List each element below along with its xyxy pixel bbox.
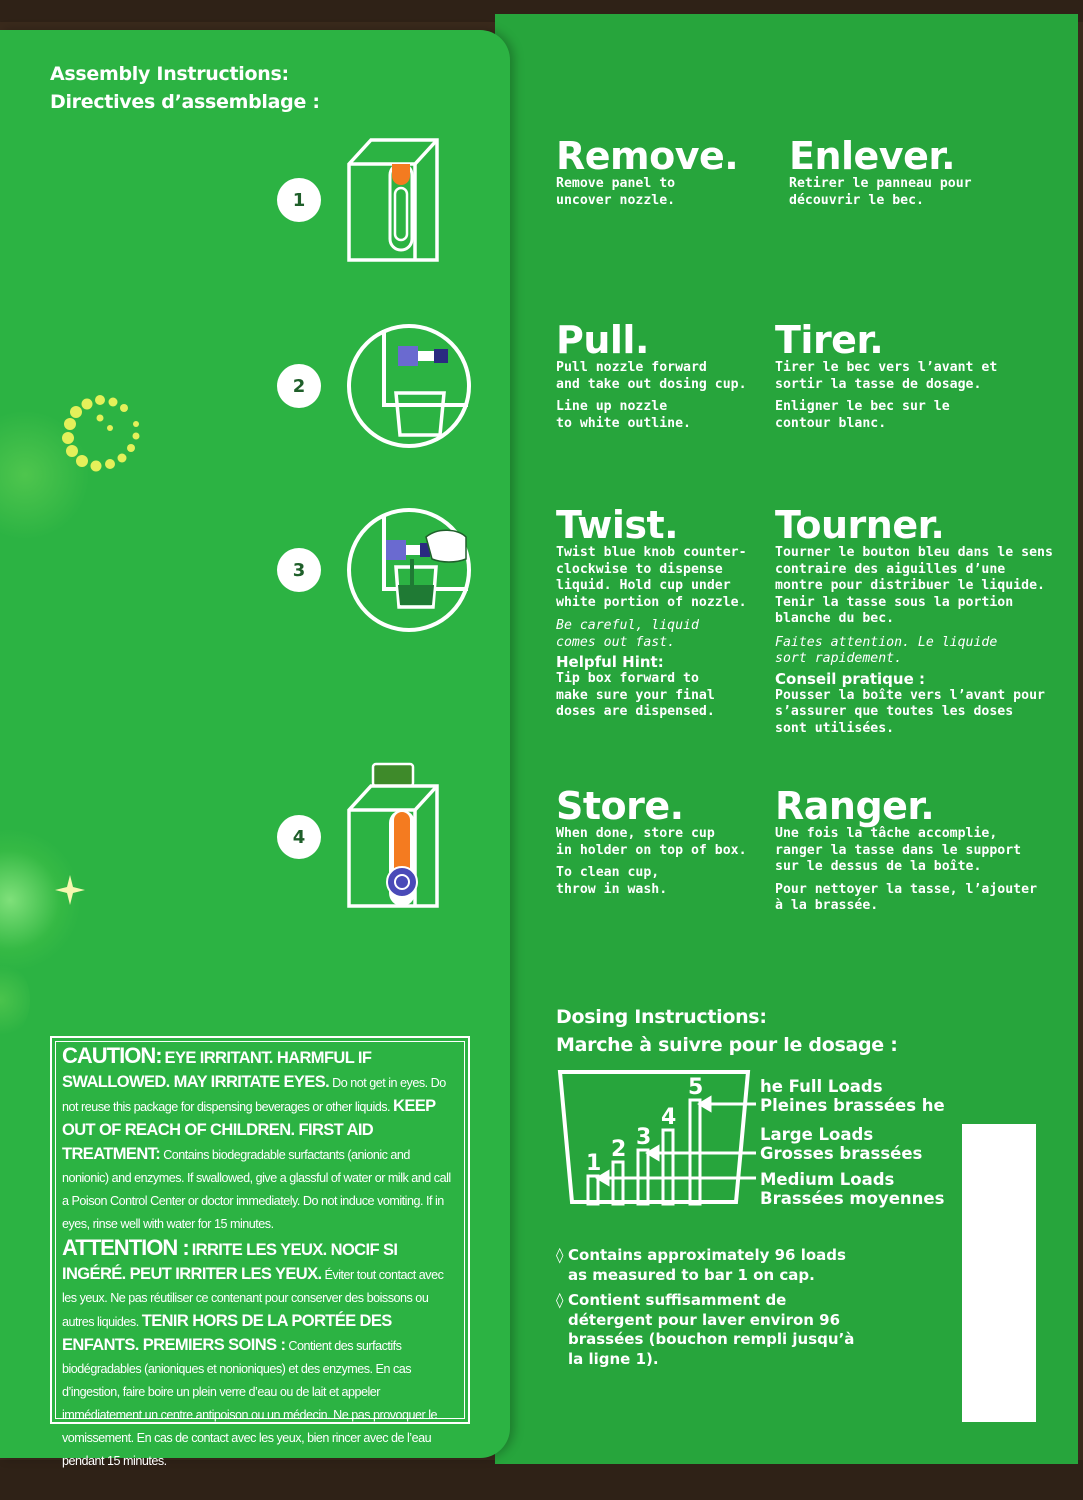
store-title-en: Store.	[556, 784, 684, 828]
hint-text-fr	[775, 688, 1053, 738]
pull-title-en: Pull.	[556, 318, 649, 362]
text-line: doses are dispensed.	[556, 704, 715, 719]
text-line: white portion of nozzle.	[556, 594, 747, 610]
note-item-en	[556, 1246, 866, 1285]
legend-text-fr: Pleines brassées he	[760, 1096, 945, 1115]
blank-white-label	[962, 1124, 1036, 1422]
step-number-1: 1	[277, 178, 321, 222]
twist-title-fr: Tourner.	[775, 503, 945, 547]
dosing-cup-diagram	[550, 1062, 760, 1212]
level-bar	[588, 1176, 598, 1204]
legend-text-fr: Brassées moyennes	[760, 1189, 945, 1208]
text-line: sont utilisées.	[775, 720, 895, 736]
caution-text: Éviter tout contact avec les yeux. Ne pas réutiliser ce contenant pour conserver des boissons ou autres liquides.	[62, 1268, 444, 1329]
level-label: 1	[586, 1151, 602, 1176]
caution-strong-text: KEEP OUT OF REACH OF CHILDREN. FIRST AID TREATMENT:	[62, 1097, 436, 1163]
store-title-fr: Ranger.	[775, 784, 935, 828]
text-line: sortir la tasse de dosage.	[775, 376, 982, 392]
step-number-3: 3	[277, 548, 321, 592]
text-line: Twist blue knob counter-	[556, 545, 747, 560]
decorative-glow	[0, 960, 30, 1040]
pull-text-fr	[775, 360, 997, 432]
text-line: blanche du bec.	[775, 611, 895, 626]
text-line: make sure your final	[556, 687, 715, 703]
hint-title-fr: Conseil pratique :	[775, 669, 925, 688]
text-line: Tirer le bec vers l’avant et	[775, 360, 998, 375]
legend-full-loads	[760, 1077, 945, 1115]
pull-title-fr: Tirer.	[775, 318, 884, 362]
dosing-notes	[556, 1246, 866, 1375]
legend-text-en: Large Loads	[760, 1125, 874, 1144]
level-label: 4	[661, 1105, 677, 1130]
text-line: Tip box forward to	[556, 671, 699, 686]
twist-block-fr	[775, 505, 1053, 737]
text-line: contour blanc.	[775, 415, 887, 431]
sparkle-icon	[55, 875, 85, 905]
caution-strong-text: IRRITE LES YEUX. NOCIF SI INGÉRÉ. PEUT IRRITER LES YEUX.	[62, 1241, 398, 1283]
hint-text-en	[556, 671, 747, 721]
store-block-fr	[775, 786, 1037, 915]
store-text-fr	[775, 826, 1037, 915]
step-number-4: 4	[277, 815, 321, 859]
pull-nozzle-icon	[346, 323, 472, 449]
text-line: sort rapidement.	[775, 651, 903, 666]
level-label: 3	[636, 1125, 652, 1150]
text-line: Pull nozzle forward	[556, 360, 707, 375]
text-line: Une fois la tâche accomplie,	[775, 826, 998, 841]
legend-large-loads	[760, 1125, 922, 1163]
text-line: Faites attention. Le liquide	[775, 634, 998, 650]
level-label: 2	[611, 1137, 627, 1162]
text-line: to white outline.	[556, 415, 691, 431]
caution-text: Contient des surfactifs biodégradables (anioniques et nonioniques) et des enzymes. En cas d’ingestion, faire boire un plein verre d’eau ou de lait et appeler immédiatement un centre antipoison ou un médecin. Ne pas provoquer le vomissement. En cas de contact avec les yeux, bien rincer avec de l’eau pendant 15 minutes.	[62, 1339, 438, 1468]
legend-text-en: he Full Loads	[760, 1077, 883, 1096]
remove-text-en	[556, 176, 738, 209]
pull-block-en	[556, 320, 747, 432]
assembly-heading	[50, 60, 320, 116]
stored-box-icon	[345, 760, 441, 912]
legend-text-fr: Grosses brassées	[760, 1144, 923, 1163]
box-nozzle-icon	[345, 136, 441, 266]
dosing-heading	[556, 1003, 898, 1059]
text-line: clockwise to dispense	[556, 561, 723, 577]
diamond-bullet-icon: ◊	[556, 1246, 564, 1264]
store-text-en	[556, 826, 747, 898]
text-line: Be careful, liquid	[556, 618, 699, 633]
caution-heading-fr: ATTENTION :	[62, 1235, 189, 1260]
dosing-title-fr: Marche à suivre pour le dosage :	[556, 1034, 898, 1056]
text-line: découvrir le bec.	[789, 192, 924, 208]
caution-warning-box	[50, 1036, 470, 1468]
legend-text-en: Medium Loads	[760, 1170, 895, 1189]
remove-title-en: Remove.	[556, 134, 739, 178]
text-line: throw in wash.	[556, 881, 668, 897]
caution-heading-en: CAUTION:	[62, 1043, 162, 1068]
caution-strong-text: TENIR HORS DE LA PORTÉE DES ENFANTS. PREMIERS SOINS :	[62, 1312, 392, 1354]
dosing-title-en: Dosing Instructions:	[556, 1006, 767, 1028]
text-line: in holder on top of box.	[556, 842, 747, 858]
diamond-bullet-icon: ◊	[556, 1291, 564, 1309]
remove-title-fr: Enlever.	[789, 134, 956, 178]
twist-title-en: Twist.	[556, 503, 679, 547]
text-line: liquid. Hold cup under	[556, 578, 731, 593]
assembly-title-fr: Directives d’assemblage :	[50, 91, 320, 113]
text-line: Remove panel to	[556, 176, 676, 191]
store-block-en	[556, 786, 747, 898]
twist-dispense-icon	[346, 507, 472, 633]
text-line: sur le dessus de la boîte.	[775, 859, 982, 874]
text-line: Line up nozzle	[556, 399, 668, 414]
twist-text-en	[556, 545, 747, 651]
note-text: Contient suffisamment de détergent pour laver environ 96 brassées (bouchon rempli jusqu’à la ligne 1).	[568, 1291, 855, 1368]
caution-text: Do not get in eyes. Do not reuse this package for dispensing beverages or other liquids.	[62, 1076, 446, 1114]
step-number-2: 2	[277, 364, 321, 408]
legend-medium-loads	[760, 1170, 944, 1208]
text-line: To clean cup,	[556, 865, 660, 880]
text-line: Pousser la boîte vers l’avant pour	[775, 687, 1045, 703]
text-line: Enligner le bec sur le	[775, 399, 950, 414]
text-line: s’assurer que toutes les doses	[775, 704, 1014, 719]
text-line: à la brassée.	[775, 898, 879, 913]
level-label: 5	[688, 1075, 704, 1100]
dotted-swirl-icon	[40, 388, 150, 483]
assembly-title-en: Assembly Instructions:	[50, 63, 289, 85]
hint-title-en: Helpful Hint:	[556, 653, 664, 671]
text-line: contraire des aiguilles d’une	[775, 561, 1006, 577]
text-line: Pour nettoyer la tasse, l’ajouter	[775, 881, 1038, 897]
text-line: Tenir la tasse sous la portion	[775, 594, 1014, 610]
text-line: When done, store cup	[556, 826, 715, 841]
note-item-fr	[556, 1291, 866, 1369]
pull-block-fr	[775, 320, 997, 432]
caution-strong-text: EYE IRRITANT. HARMFUL IF SWALLOWED. MAY IRRITATE EYES.	[62, 1049, 372, 1091]
text-line: uncover nozzle.	[556, 192, 676, 208]
remove-text-fr	[789, 176, 972, 209]
twist-text-fr	[775, 545, 1053, 668]
text-line: and take out dosing cup.	[556, 376, 747, 392]
level-bar	[613, 1162, 623, 1204]
remove-block-fr	[789, 136, 972, 209]
text-line: Tourner le bouton bleu dans le sens	[775, 545, 1053, 560]
pull-text-en	[556, 360, 747, 432]
twist-block-en	[556, 505, 747, 721]
text-line: Retirer le panneau pour	[789, 176, 972, 191]
caution-text: Contains biodegradable surfactants (anionic and nonionic) and enzymes. If swallowed, give a glassful of water or milk and call a Poison Control Center or doctor immediately. Do not induce vomiting. If in eyes, rinse well with water for 15 minutes.	[62, 1148, 451, 1231]
text-line: montre pour distribuer le liquide.	[775, 578, 1045, 593]
level-bar	[663, 1130, 673, 1204]
text-line: ranger la tasse dans le support	[775, 842, 1022, 858]
remove-block-en	[556, 136, 738, 209]
text-line: comes out fast.	[556, 634, 676, 650]
note-text: Contains approximately 96 loads as measured to bar 1 on cap.	[568, 1246, 846, 1284]
